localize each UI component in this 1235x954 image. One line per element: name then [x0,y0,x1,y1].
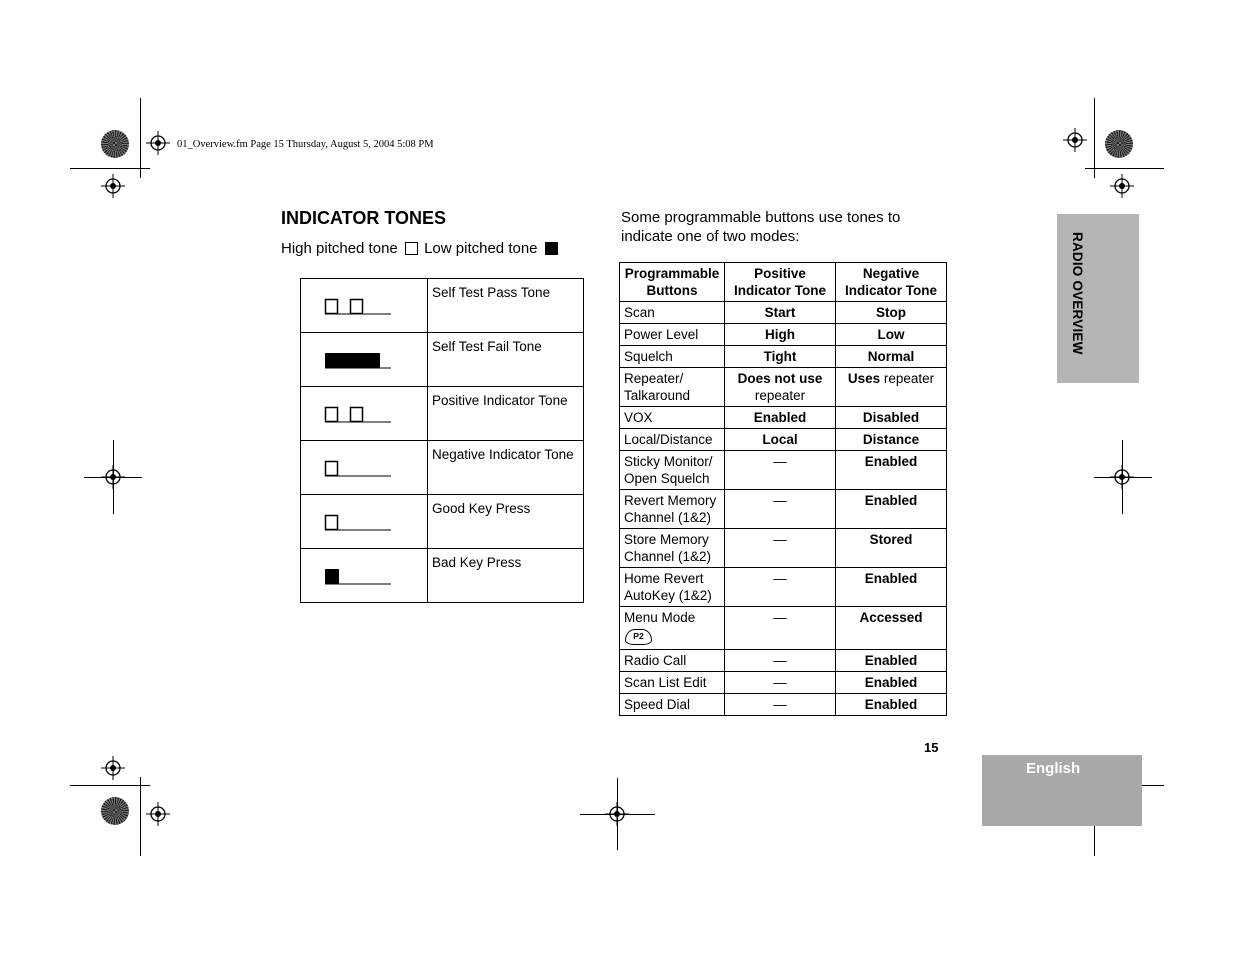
button-name-cell [620,368,725,407]
negative-tone-value: Enabled [864,675,918,690]
tone-pattern-cell [301,387,428,441]
button-name: Scan List Edit [624,675,707,690]
positive-tone-value: — [773,454,787,469]
positive-tone-cell [725,407,836,429]
button-name: Sticky Monitor/ [624,454,713,469]
table-row [620,302,947,324]
negative-tone-value: Stop [876,305,906,320]
button-name-cell [620,346,725,368]
negative-tone-cell [836,324,947,346]
page-number: 15 [924,740,939,755]
button-name-cell [620,672,725,694]
positive-tone-cell [725,607,836,650]
negative-tone-value: Low [877,327,905,342]
positive-tone-value: — [773,697,787,712]
button-name: Power Level [624,327,699,342]
color-target-icon [1105,130,1133,158]
negative-tone-cell [836,368,947,407]
tone-pattern-icon [324,459,394,484]
positive-tone-value: Does not use [737,371,823,386]
negative-tone-value: Enabled [864,493,918,508]
positive-tone-value: Local [762,432,798,447]
tone-pattern-icon [324,405,394,430]
table-row [620,529,947,568]
button-name-cell [620,324,725,346]
positive-tone-value-rest: repeater [754,388,806,403]
positive-tone-value: — [773,675,787,690]
section-side-tab-label: RADIO OVERVIEW [1070,232,1085,355]
button-name: Channel (1&2) [624,549,712,564]
tone-pattern-cell [301,549,428,603]
print-header: 01_Overview.fm Page 15 Thursday, August 5, 2004 5:08 PM [177,139,434,150]
center-crop-line [617,778,618,850]
table-row [620,672,947,694]
side-crop-line [1094,477,1152,478]
p2-key-icon: P2 [625,629,652,645]
tone-pattern-cell [301,441,428,495]
table-row [620,346,947,368]
button-name-cell [620,451,725,490]
low-tone-legend-label: Low pitched tone [424,240,538,257]
tone-pattern-icon [324,351,394,376]
low-tone-square-icon [545,242,558,255]
indicator-tones-table [300,278,584,603]
positive-tone-cell [725,672,836,694]
programmable-buttons-table [619,262,947,716]
tone-label: Positive Indicator Tone [428,387,584,441]
tone-label: Self Test Fail Tone [428,333,584,387]
negative-tone-cell [836,694,947,716]
negative-tone-cell [836,650,947,672]
negative-tone-cell [836,490,947,529]
tone-pattern-icon [324,567,394,592]
button-name: Radio Call [624,653,687,668]
negative-tone-value: Uses [847,371,881,386]
language-tab-label: English [1026,760,1081,777]
button-name: VOX [624,410,653,425]
button-name-cell [620,607,725,650]
negative-tone-value: Enabled [864,653,918,668]
button-name-cell [620,568,725,607]
tone-pattern-cell [301,279,428,333]
header-negative-indicator-tone: Negative Indicator Tone [836,263,947,302]
positive-tone-cell [725,429,836,451]
button-name: Local/Distance [624,432,713,447]
table-row [301,495,584,549]
button-name: Squelch [624,349,673,364]
table-row [620,368,947,407]
positive-tone-value: — [773,493,787,508]
negative-tone-cell [836,568,947,607]
positive-tone-value: — [773,532,787,547]
negative-tone-cell [836,529,947,568]
table-header-row [620,263,947,302]
positive-tone-cell [725,529,836,568]
tone-pattern-cell [301,333,428,387]
tone-label: Bad Key Press [428,549,584,603]
table-row [620,451,947,490]
button-name: Store Memory [624,532,709,547]
positive-tone-cell [725,368,836,407]
negative-tone-value: Enabled [864,697,918,712]
positive-tone-value: — [773,653,787,668]
button-name-cell [620,490,725,529]
intro-paragraph: Some programmable buttons use tones to indicate one of two modes: [621,209,901,245]
color-target-icon [101,130,129,158]
table-row [620,568,947,607]
table-row [301,333,584,387]
header-programmable-buttons: Programmable Buttons [620,263,725,302]
registration-mark-icon [1110,174,1134,198]
negative-tone-cell [836,429,947,451]
negative-tone-value: Accessed [859,610,923,625]
high-tone-legend-label: High pitched tone [281,240,398,257]
negative-tone-value: Enabled [864,454,918,469]
button-name: Menu Mode [624,610,696,625]
negative-tone-cell [836,607,947,650]
negative-tone-cell [836,346,947,368]
positive-tone-value: Start [764,305,796,320]
header-positive-indicator-tone: Positive Indicator Tone [725,263,836,302]
negative-tone-value: Disabled [862,410,920,425]
negative-tone-value: Normal [867,349,915,364]
negative-tone-cell [836,302,947,324]
negative-tone-value: Stored [869,532,913,547]
table-row [620,694,947,716]
positive-tone-cell [725,302,836,324]
positive-tone-cell [725,650,836,672]
positive-tone-cell [725,568,836,607]
high-tone-square-icon [405,242,418,255]
button-name-cell [620,650,725,672]
registration-mark-icon [101,756,125,780]
button-name-cell [620,694,725,716]
positive-tone-value: Enabled [753,410,807,425]
table-row [620,650,947,672]
tone-label: Self Test Pass Tone [428,279,584,333]
tone-label: Negative Indicator Tone [428,441,584,495]
button-name-cell [620,429,725,451]
button-name-cell [620,407,725,429]
table-row [301,549,584,603]
button-name: Repeater/ [624,371,684,386]
button-name: Revert Memory [624,493,717,508]
positive-tone-cell [725,490,836,529]
positive-tone-cell [725,451,836,490]
section-title: INDICATOR TONES [281,208,447,228]
tone-pattern-icon [324,297,394,322]
table-row [301,387,584,441]
button-name-cell [620,529,725,568]
table-row [620,490,947,529]
table-row [301,441,584,495]
negative-tone-cell [836,407,947,429]
button-name: Home Revert [624,571,704,586]
negative-tone-value-rest: repeater [880,371,935,386]
positive-tone-cell [725,346,836,368]
negative-tone-cell [836,672,947,694]
tone-label: Good Key Press [428,495,584,549]
positive-tone-value: High [765,327,795,342]
button-name: Talkaround [624,388,691,403]
table-row [620,429,947,451]
table-row [301,279,584,333]
button-name: Open Squelch [624,471,710,486]
tone-pattern-cell [301,495,428,549]
positive-tone-cell [725,324,836,346]
positive-tone-value: Tight [763,349,797,364]
positive-tone-cell [725,694,836,716]
positive-tone-value: — [773,610,787,625]
negative-tone-cell [836,451,947,490]
negative-tone-value: Enabled [864,571,918,586]
registration-mark-icon [101,174,125,198]
button-name: Channel (1&2) [624,510,712,525]
button-name-cell [620,302,725,324]
registration-mark-icon [146,131,170,155]
tone-pattern-icon [324,513,394,538]
positive-tone-value: — [773,571,787,586]
side-crop-line [84,477,142,478]
table-row [620,607,947,650]
registration-mark-icon [1063,128,1087,152]
button-name: AutoKey (1&2) [624,588,712,603]
registration-mark-icon [146,802,170,826]
tone-legend [281,240,560,257]
button-name: Speed Dial [624,697,691,712]
color-target-icon [101,797,129,825]
table-row [620,324,947,346]
negative-tone-value: Distance [862,432,920,447]
table-row [620,407,947,429]
button-name: Scan [624,305,655,320]
